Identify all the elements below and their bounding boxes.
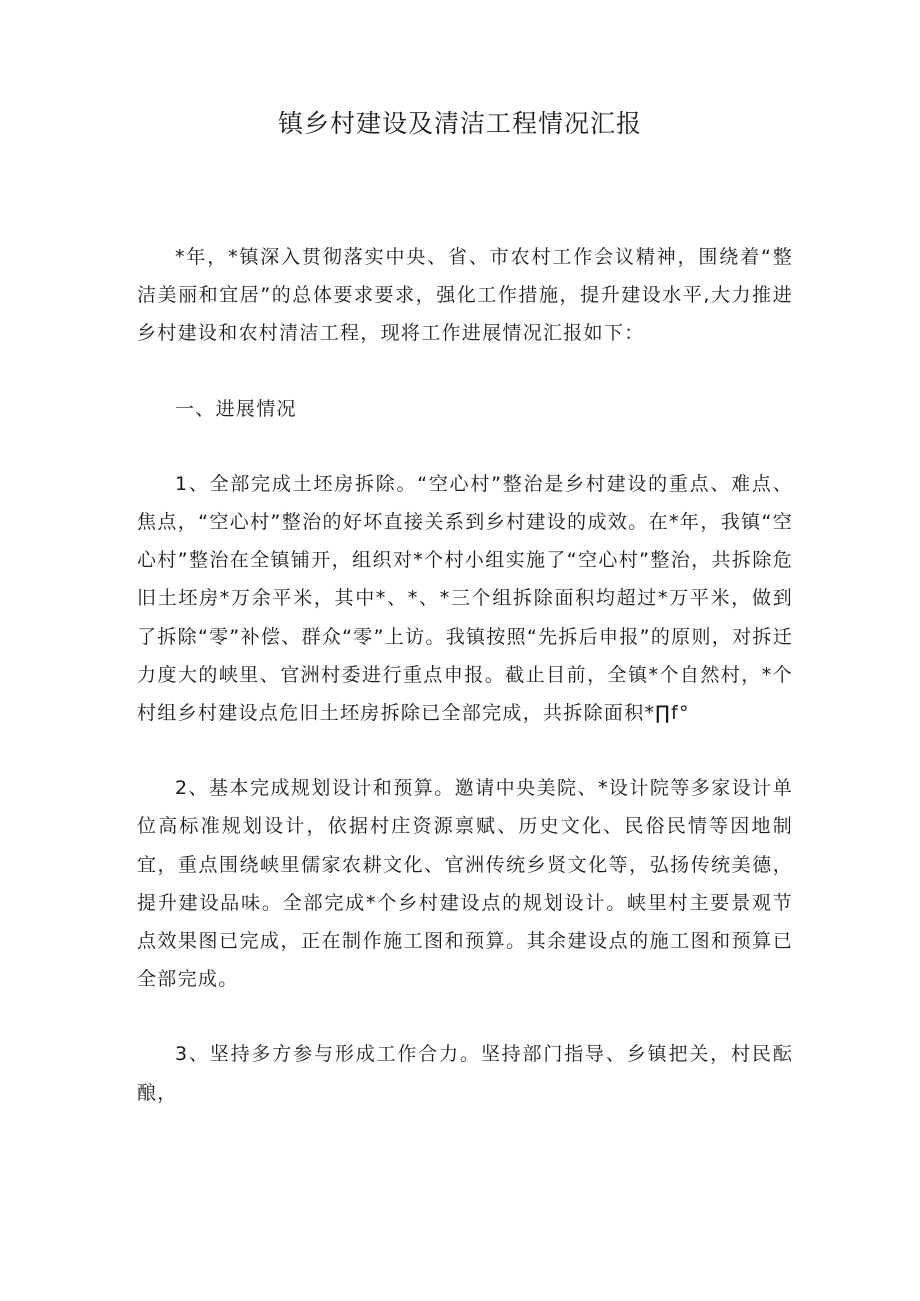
paragraph-item-1: 1、全部完成土坯房拆除。“空心村”整治是乡村建设的重点、难点、焦点，“空心村”整治的好坏直接关系到乡村建设的成效。在*年，我镇“空心村”整治在全镇铺开，组织对*个村小组实施了“空心村”整治，共拆除危旧土坯房*万余平米，其中*、*、*三个组拆除面积均超过*万平米，做到了拆除“零”补偿、群众“零”上访。我镇按照“先拆后申报”的原则，对拆迁力度大的峡里、官洲村委进行重点申报。截止目前，全镇*个自然村，*个村组乡村建设点危旧土坯房拆除已全部完成，共拆除面积*∏f° xyxy=(137,472,793,725)
document-title: 镇乡村建设及清洁工程情况汇报 xyxy=(277,109,642,138)
paragraph-item-3: 3、坚持多方参与形成工作合力。坚持部门指导、乡镇把关，村民酝酿， xyxy=(137,1043,793,1104)
paragraph-item-2: 2、基本完成规划设计和预算。邀请中央美院、*设计院等多家设计单位高标准规划设计，依据村庄资源禀赋、历史文化、民俗民情等因地制宜，重点围绕峡里儒家农耕文化、官洲传统乡贤文化等，弘扬传统美德，提升建设品味。全部完成*个乡村建设点的规划设计。峡里村主要景观节点效果图已完成，正在制作施工图和预算。其余建设点的施工图和预算已全部完成。 xyxy=(137,777,793,991)
document-body xyxy=(137,238,793,1112)
section-heading: 一、进展情况 xyxy=(175,397,297,420)
intro-paragraph: *年，*镇深入贯彻落实中央、省、市农村工作会议精神，围绕着“整洁美丽和宜居”的总体要求要求，强化工作措施，提升建设水平,大力推进乡村建设和农村清洁工程，现将工作进展情况汇报如下： xyxy=(137,246,793,345)
